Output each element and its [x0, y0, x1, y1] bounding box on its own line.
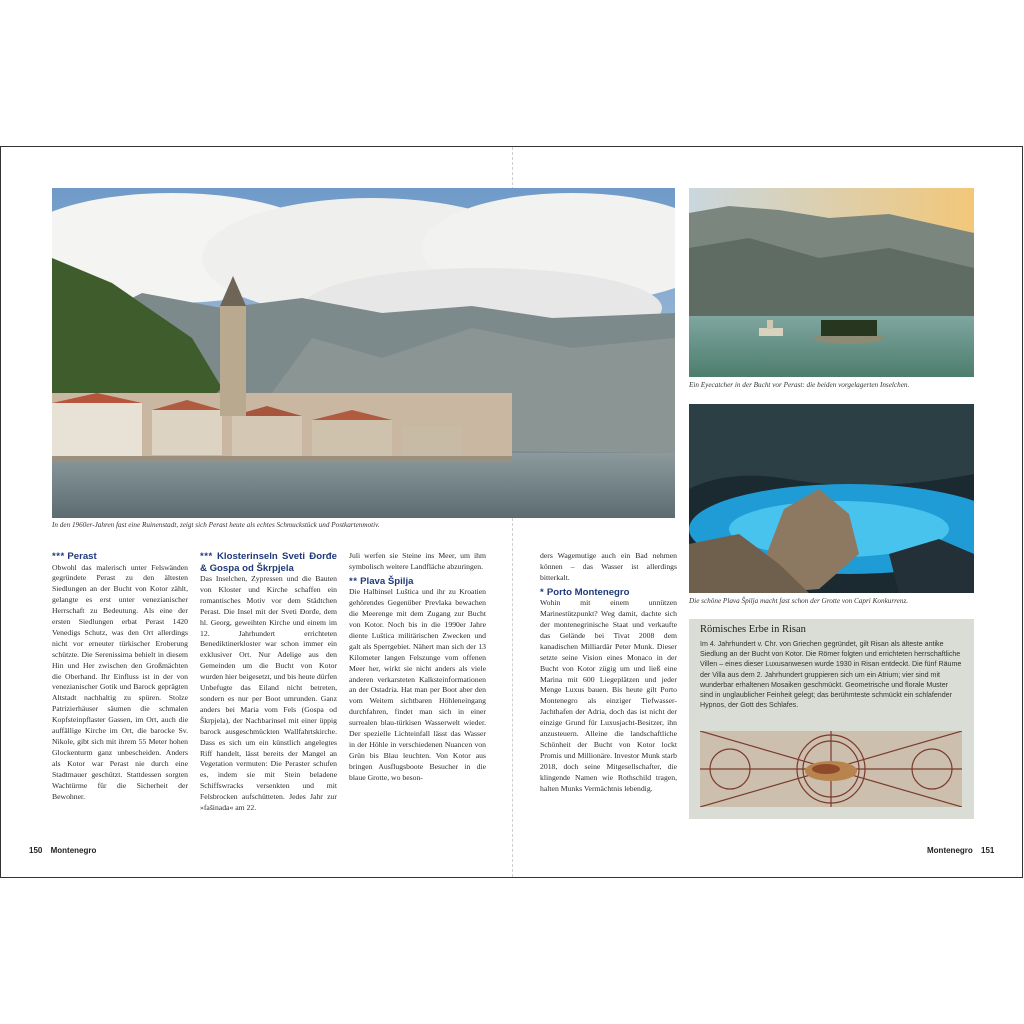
- heading-perast-title: Perast: [67, 551, 97, 562]
- islands-photo: [689, 188, 974, 377]
- heading-plava-title: Plava Špilja: [360, 575, 414, 587]
- infobox-text: Im 4. Jahrhundert v. Chr. von Griechen gegründet, gilt Risan als älteste antike Siedlung an der Bucht von Kotor. Die Römer folgten und errichteten herrschaftliche Villen – eines dieser Luxusanwesen wurde 1930 in Risan entdeckt. Die fünf Räume der Villa aus dem 2. Jahrhundert gruppieren sich um ein Atrium; vier sind mit wunderbar erhaltenen Mosaiken geschmückt. Geometrische und florale Muster sind in unglaublicher Feinheit gelegt; das berühmteste schmückt ein schlafender Hypnos, der Gott des Schlafes.: [700, 640, 962, 710]
- page-number-right: 151: [981, 846, 995, 855]
- heading-kloster: [200, 551, 337, 574]
- cave-photo: [689, 404, 974, 593]
- book-spread: [0, 146, 1023, 878]
- perast-photo: [52, 188, 675, 518]
- mosaic-photo: [700, 731, 962, 807]
- infobox-title: Römisches Erbe in Risan: [700, 624, 806, 635]
- heading-porto-title: Porto Montenegro: [546, 586, 630, 598]
- plava-body: Die Halbinsel Luštica und ihr zu Kroatien gehörendes Gegenüber Prevlaka bewachen die Meerenge mit dem Zugang zur Bucht von Kotor. Noch bis in die 1990er Jahre diente Luštica militärischen Zwecken und galt als Sperrgebiet. Nähert man sich der 13 Kilometer langen Felszunge vom offenen Meer her, wirkt sie nicht anders als viele anderen verkarsteten Kalksteinformationen an der Ostadria. Hat man per Boot aber den vom Weitem sichtbaren Höhleneingang durchfahren, findet man sich in einer surrealen blau-türkisen Wasserwelt wieder. Der spezielle Lichteinfall lässt das Wasser in der Höhle in verschiedenen Nuancen von Grün bis Blau leuchten. Von Kotor aus bringen Ausflugsboote Besucher in die blaue Grotte, wo beson-: [349, 587, 486, 782]
- text-column-1: [52, 551, 188, 802]
- folio-right: [927, 846, 994, 855]
- page-number-left: 150: [29, 846, 43, 855]
- kloster-continued: Juli werfen sie Steine ins Meer, um ihm symbolisch weitere Landfläche abzuringen.: [349, 551, 486, 571]
- heading-perast: [52, 551, 188, 563]
- rating-stars: ***: [200, 551, 213, 562]
- folio-left: [29, 846, 96, 855]
- porto-body: Wohin mit einem unnützen Marinestützpunkt? Weg damit, dachte sich der montenegrinische Staat und verkaufte das Gelände bei Tivat 2008 dem kanadischen Milliardär Peter Munk. Dieser setzte seine Vision eines Monaco in der Bucht von Kotor zügig um und ließ eine Marina mit 600 Liegeplätzen und jeder Menge Luxus bauen. Bis heute gilt Porto Montenegro als einziger Tiefwasser-Jachthafen der Adria, doch das ist nicht der einzige Grund für Luxusjacht-Besitzer, ihn anzusteuern. Alleine die landschaftliche Schönheit der Bucht von Kotor lockt Promis und Millionäre. Investor Munk starb 2018, doch seine Mitgesellschafter, die klingende Namen wie Rothschild tragen, halten Munks Vermächtnis lebendig.: [540, 598, 677, 793]
- rating-stars: ***: [52, 551, 65, 562]
- islands-caption: Ein Eyecatcher in der Bucht vor Perast: die beiden vorgelagerten Inselchen.: [689, 381, 910, 389]
- kloster-body: Das Inselchen, Zypressen und die Bauten von Kloster und Kirche schaffen ein romantisches Motiv vor dem Städtchen Perast. Die Insel mit der Sveti Đorđe, dem hl. Georg, geweihten Kirche und einem im 12. Jahrhundert errichteten Benediktinerkloster war schon immer ein exklusiver Ort. Nur Adelige aus den Gemeinden um die Bucht von Kotor wurden hier beigesetzt, und bis heute dürfen Unbefugte das Eiland nicht betreten, sondern es nur per Boot umrunden. Ganz anders bei Maria vom Fels (Gospa od Škrpjela), der Nachbarinsel mit einer üppig barock ausgeschmückten Wallfahrtskirche. Dass es sich um ein künstlich angelegtes Riff handelt, lässt bereits der Mangel an Vegetation vermuten: Die Peraster schufen es, indem sie mit Stein beladene Schiffswracks versenkten und mit Felsbrocken aufschütteten. Jedes Jahr zur »fašinada« am 22.: [200, 574, 337, 813]
- infobox-risan: [689, 619, 974, 819]
- cave-caption: Die schöne Plava Špilja macht fast schon der Grotte von Capri Konkurrenz.: [689, 597, 909, 605]
- heading-plava: [349, 576, 486, 588]
- text-column-4: [540, 551, 677, 795]
- rating-stars: **: [349, 575, 358, 587]
- text-column-3: [349, 551, 486, 784]
- plava-continued: ders Wagemutige auch ein Bad nehmen können – das Wasser ist allerdings bitterkalt.: [540, 551, 677, 582]
- text-column-2: [200, 551, 337, 814]
- perast-body: Obwohl das malerisch unter Felswänden gegründete Perast zu den ältesten Siedlungen an der Bucht von Kotor zählt, gelangte es erst unter venezianischer Herrschaft zu Bedeutung. Als eine der ersten Siedlungen erbat Perast 1420 Venedigs Schutz, was den Ort allerdings nicht vor erneuter türkischer Eroberung schützte. Die Serenissima behielt in diesem Hin und Her zwischen den Großmächten die Oberhand. Ihr Einfluss ist in der von venezianischer Gotik und Barock geprägten Altstadt nachhaltig zu spüren. Stolze Patrizierhäuser säumen die schmalen Kopfsteinpflaster Gassen, im Ort, auch die auffällige Kirche im Ort, die barocke Sv. Nikole, gibt sich mit ihrem 55 Meter hohen Glockenturm ganz unbescheiden. Anders als Kotor war Perast nie durch eine Stadtmauer geschützt. Stattdessen sorgten Wachtürme für die Sicherheit der Bewohner.: [52, 562, 188, 801]
- heading-porto: [540, 587, 677, 599]
- heading-kloster-title: Klosterinseln Sveti Đorđe & Gospa od Škrpjela: [200, 551, 337, 574]
- folio-label-right: Montenegro: [927, 846, 973, 855]
- perast-caption: In den 1960er-Jahren fast eine Ruinenstadt, zeigt sich Perast heute als echtes Schmuckstück und Postkartenmotiv.: [52, 521, 380, 529]
- folio-label-left: Montenegro: [50, 846, 97, 855]
- rating-stars: *: [540, 586, 545, 598]
